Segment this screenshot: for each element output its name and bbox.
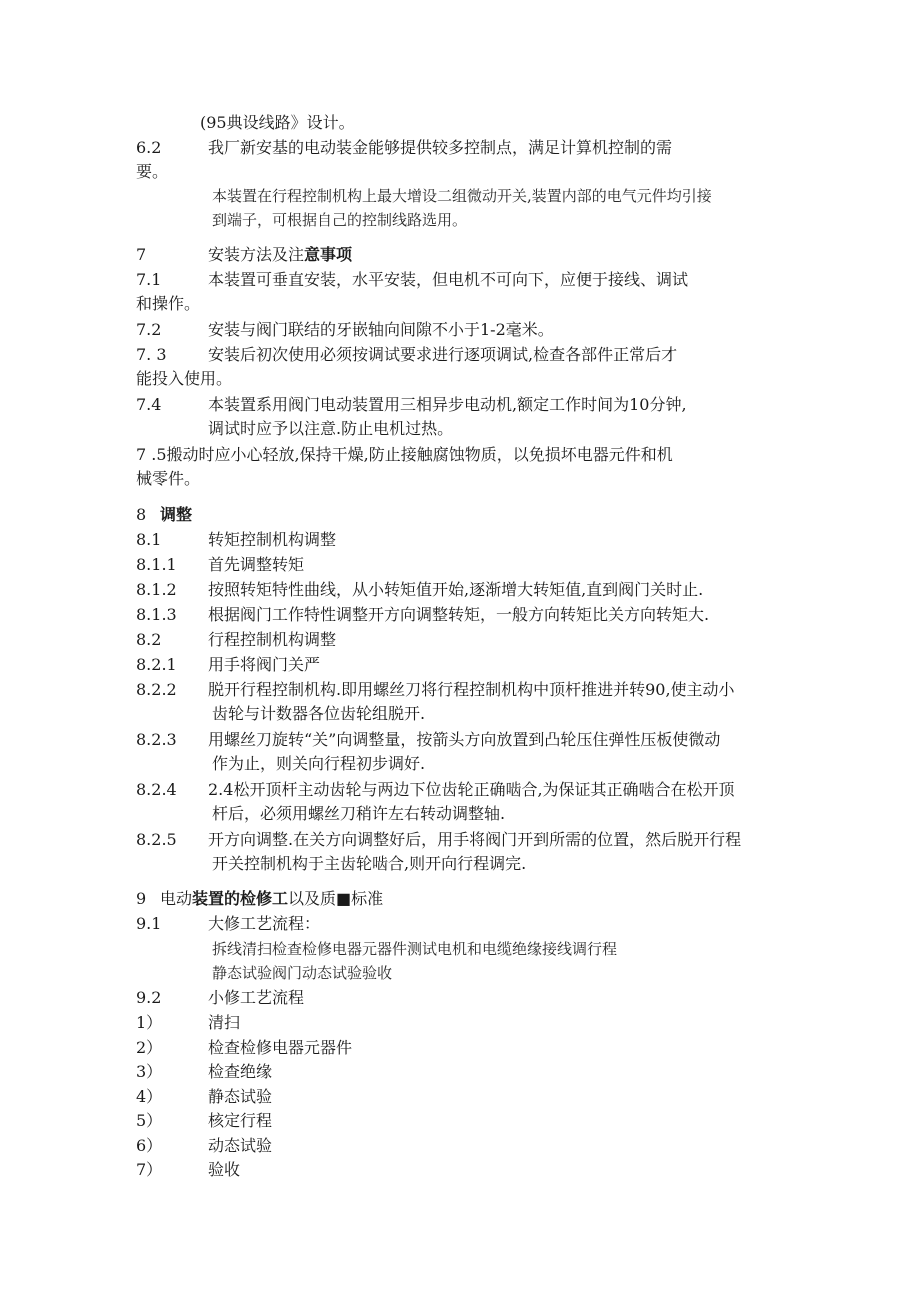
- text-line: 根据阀门工作特性调整开方向调整转矩，一般方向转矩比关方向转矩大.: [208, 605, 710, 624]
- section-number: 8.2: [136, 630, 162, 649]
- text-line: 械零件。: [136, 469, 201, 488]
- section-number: 8.2.4: [136, 780, 177, 799]
- heading-part: 意事项: [304, 245, 353, 264]
- text-line: 用手将阀门关严: [208, 655, 321, 674]
- text-line: 开方向调整.在关方向调整好后，用手将阀门开到所需的位置，然后脱开行程: [208, 830, 742, 849]
- section-number: 7.2: [136, 320, 162, 339]
- text-line: 静态试验阀门动态试验验收: [212, 964, 393, 982]
- list-number: 4）: [136, 1087, 163, 1106]
- text-line: 到端子，可根据自己的控制线路选用。: [212, 211, 468, 229]
- text-line: 2.4松开顶杆主动齿轮与两边下位齿轮正确啮合,为保证其正确啮合在松开顶: [208, 780, 735, 799]
- section-number: 7.4: [136, 395, 162, 414]
- section-number: 9.2: [136, 988, 162, 1007]
- heading-part: 以及质■标准: [288, 889, 384, 908]
- section-number: 8: [136, 505, 147, 524]
- list-number: 3）: [136, 1062, 163, 1081]
- text-line: 能投入使用。: [136, 369, 233, 388]
- section-number: 8.1: [136, 530, 162, 549]
- section-number: 8.1.3: [136, 605, 177, 624]
- list-item: 验收: [208, 1160, 241, 1179]
- section-number: 9: [136, 889, 147, 908]
- section-number: 8.1.2: [136, 580, 177, 599]
- list-item: 检查绝缘: [208, 1062, 273, 1081]
- subsection-heading: 转矩控制机构调整: [208, 530, 337, 549]
- text-line: 本装置系用阀门电动装置用三相异步电动机,额定工作时间为10分钟,: [208, 395, 687, 414]
- section-number: 8.1.1: [136, 555, 177, 574]
- section-number: 8.2.1: [136, 655, 177, 674]
- section-heading: 调整: [160, 505, 193, 524]
- text-line: 本装置在行程控制机构上最大增设二组微动开关,装置内部的电气元件均引接: [212, 187, 712, 205]
- section-number: 7.1: [136, 270, 162, 289]
- text-line: 齿轮与计数器各位齿轮组脱开.: [212, 704, 426, 723]
- text-line: 安装与阀门联结的牙嵌轴向间隙不小于1-2毫米。: [208, 320, 554, 339]
- text-line: 调试时应予以注意.防止电机过热。: [208, 419, 454, 438]
- list-item: 清扫: [208, 1013, 241, 1032]
- section-number: 7: [136, 245, 147, 264]
- text-line: 开关控制机构于主齿轮啮合,则开向行程调完.: [212, 854, 527, 873]
- text-line: 作为止，则关向行程初步调好.: [212, 754, 426, 773]
- section-heading: [160, 888, 383, 910]
- text-line: 用螺丝刀旋转“关”向调整量，按箭头方向放置到凸轮压住弹性压板使微动: [208, 730, 721, 749]
- section-number: 8.2.2: [136, 680, 177, 699]
- section-number: 7. 3: [136, 345, 167, 364]
- text-line: 首先调整转矩: [208, 555, 305, 574]
- list-number: 6）: [136, 1136, 163, 1155]
- section-number: 9.1: [136, 914, 162, 933]
- list-item: 核定行程: [208, 1111, 273, 1130]
- section-number: 8.2.5: [136, 830, 177, 849]
- heading-part: 安装方法及注: [208, 245, 305, 264]
- subsection-heading: 大修工艺流程：: [208, 914, 321, 933]
- text-line: 要。: [136, 162, 169, 181]
- text-line: 本装置可垂直安装，水平安装，但电机不可向下，应便于接线、调试: [208, 270, 689, 289]
- heading-part: 装置的检修工: [192, 889, 289, 908]
- text-line: (95典设线路》设计。: [200, 113, 355, 132]
- heading-part: 电动: [160, 889, 193, 908]
- list-number: 2）: [136, 1038, 163, 1057]
- section-heading: [208, 244, 352, 266]
- list-item: 静态试验: [208, 1087, 273, 1106]
- section-number: 8.2.3: [136, 730, 177, 749]
- text-line: 安装后初次使用必须按调试要求进行逐项调试,检查各部件正常后才: [208, 345, 678, 364]
- list-number: 1）: [136, 1013, 163, 1032]
- list-item: 动态试验: [208, 1136, 273, 1155]
- text-line: 和操作。: [136, 294, 201, 313]
- list-number: 7）: [136, 1160, 163, 1179]
- subsection-heading: 小修工艺流程: [208, 988, 305, 1007]
- text-line: 我厂新安基的电动装金能够提供较多控制点，满足计算机控制的需: [208, 138, 673, 157]
- text-line: 拆线清扫检查检修电器元器件测试电机和电缆绝缘接线调行程: [212, 940, 618, 958]
- text-line: 脱开行程控制机构.即用螺丝刀将行程控制机构中顶杆推进并转90,使主动小: [208, 680, 735, 699]
- subsection-heading: 行程控制机构调整: [208, 630, 337, 649]
- text-line: 杆后，必须用螺丝刀稍许左右转动调整轴.: [212, 804, 506, 823]
- list-item: 检查检修电器元器件: [208, 1038, 353, 1057]
- text-line: 按照转矩特性曲线，从小转矩值开始,逐渐增大转矩值,直到阀门关时止.: [208, 580, 704, 599]
- list-number: 5）: [136, 1111, 163, 1130]
- section-number: 6.2: [136, 138, 162, 157]
- text-line: 7 .5搬动时应小心轻放,保持干燥,防止接触腐蚀物质，以免损坏电器元件和机: [136, 445, 673, 464]
